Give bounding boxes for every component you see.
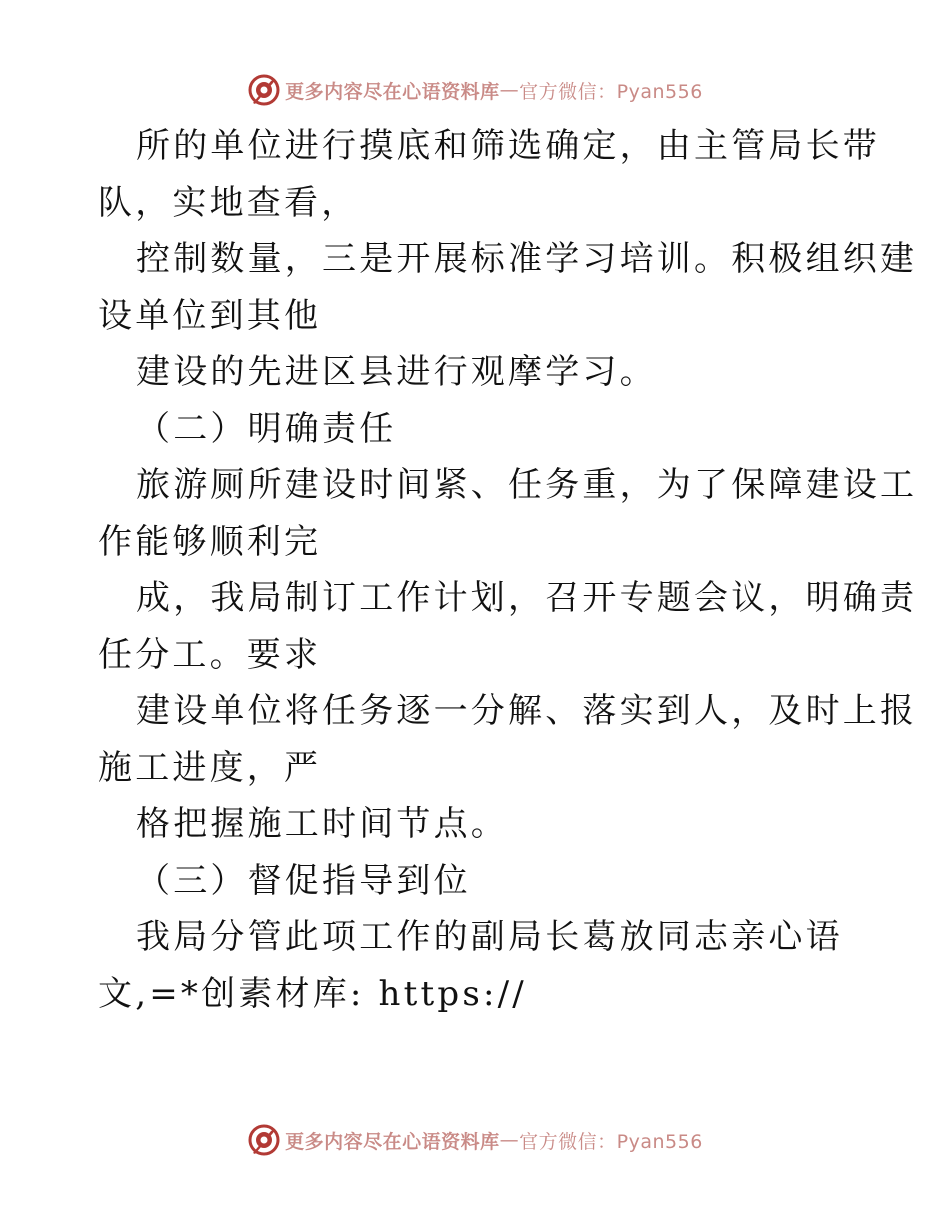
body-line: 队，实地查看， [98, 182, 359, 223]
section-heading: （二）明确责任 [136, 408, 397, 449]
body-line: 施工进度，严 [98, 747, 322, 788]
body-line: 建设单位将任务逐一分解、落实到人，及时上报 [136, 691, 918, 731]
header-watermark-banner [0, 70, 950, 110]
document-body [98, 118, 918, 1022]
footer-watermark-banner [0, 1120, 950, 1160]
body-line: 控制数量，三是开展标准学习培训。积极组织建 [136, 239, 918, 279]
body-line: 旅游厕所建设时间紧、任务重，为了保障建设工 [136, 465, 918, 505]
banner-dash: — [499, 1129, 520, 1151]
section-heading: （三）督促指导到位 [136, 860, 471, 901]
body-line: 成，我局制订工作计划，召开专题会议，明确责 [136, 578, 918, 618]
body-line: 任分工。要求 [98, 634, 322, 675]
body-line: 设单位到其他 [98, 295, 322, 336]
banner-main-text: 更多内容尽在心语资料库 [285, 80, 500, 103]
quill-logo-icon [247, 73, 281, 107]
quill-logo-icon [247, 1123, 281, 1157]
banner-sub-text: 官方微信：Pyan556 [519, 80, 703, 103]
banner-main-text: 更多内容尽在心语资料库 [285, 1130, 500, 1153]
body-line: 所的单位进行摸底和筛选确定，由主管局长带 [136, 126, 880, 166]
body-line: 建设的先进区县进行观摩学习。 [136, 352, 657, 392]
body-line: 作能够顺利完 [98, 521, 322, 562]
body-line: 我局分管此项工作的副局长葛放同志亲心语 [136, 917, 843, 957]
banner-dash: — [499, 79, 520, 101]
body-line: 格把握施工时间节点。 [136, 804, 508, 844]
body-line: 文,=*创素材库: https:// [98, 973, 527, 1014]
banner-sub-text: 官方微信：Pyan556 [519, 1130, 703, 1153]
